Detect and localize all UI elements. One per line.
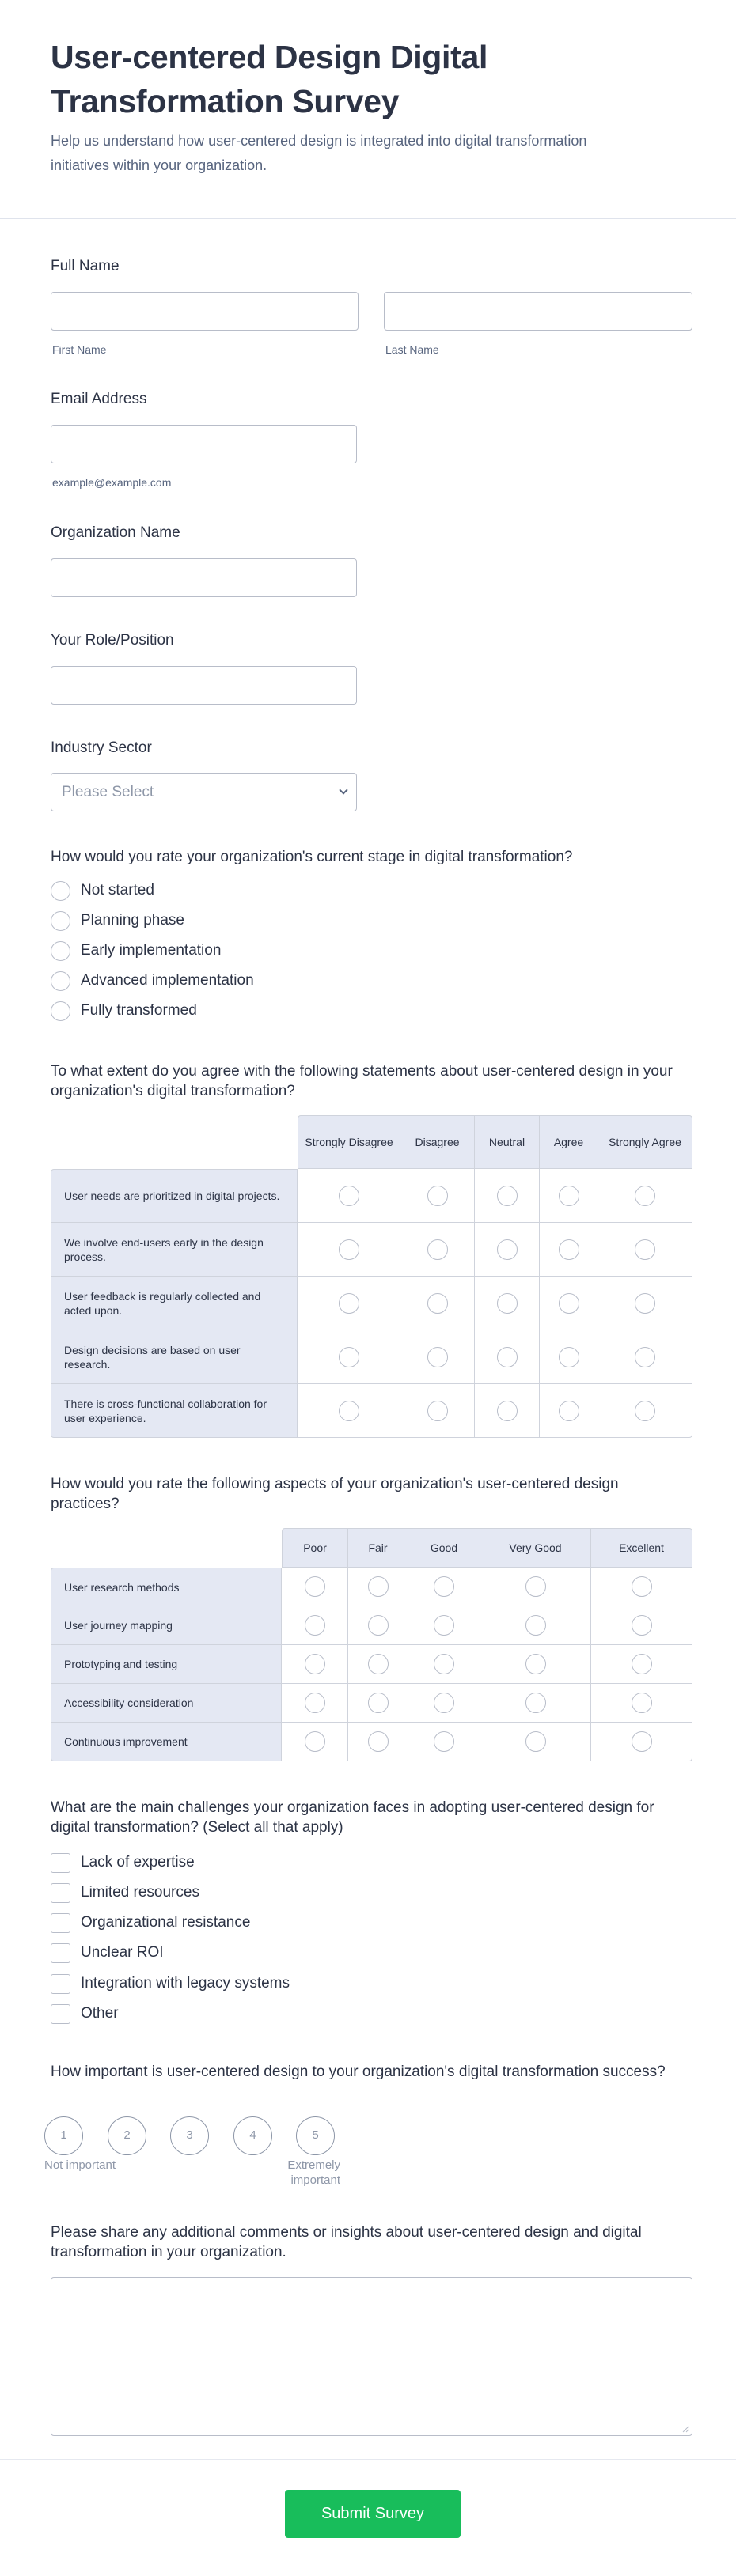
radio-button[interactable] bbox=[635, 1239, 655, 1260]
matrix-column-header: Disagree bbox=[400, 1115, 475, 1169]
radio-button[interactable] bbox=[632, 1693, 652, 1713]
option-label: Advanced implementation bbox=[81, 972, 254, 989]
option-label: Organizational resistance bbox=[81, 1914, 251, 1931]
radio-button[interactable] bbox=[368, 1576, 389, 1597]
checkbox[interactable] bbox=[51, 1853, 70, 1873]
matrix-cell[interactable] bbox=[591, 1606, 692, 1645]
checkbox[interactable] bbox=[51, 1883, 70, 1903]
radio-button[interactable] bbox=[339, 1293, 359, 1314]
matrix-column-header: Neutral bbox=[475, 1115, 540, 1169]
challenge-option[interactable] bbox=[51, 1912, 250, 1933]
challenge-option[interactable] bbox=[51, 1942, 164, 1963]
organization-label: Organization Name bbox=[51, 524, 180, 541]
matrix-row bbox=[51, 1169, 692, 1223]
radio-button[interactable] bbox=[434, 1693, 454, 1713]
matrix-row bbox=[51, 1645, 692, 1684]
matrix-cell[interactable] bbox=[598, 1384, 692, 1438]
matrix-cell[interactable] bbox=[408, 1645, 480, 1684]
matrix-cell[interactable] bbox=[480, 1723, 591, 1761]
radio-button[interactable] bbox=[339, 1401, 359, 1421]
challenges-question: What are the main challenges your organization faces in adopting user-centered design for digital transformation? (Select all that apply) bbox=[51, 1799, 654, 1836]
matrix-column-header: Strongly Agree bbox=[598, 1115, 692, 1169]
radio-button[interactable] bbox=[51, 941, 70, 961]
matrix-cell[interactable] bbox=[475, 1277, 540, 1330]
matrix-cell[interactable] bbox=[540, 1384, 598, 1438]
stage-option[interactable] bbox=[51, 910, 184, 931]
industry-select[interactable] bbox=[51, 773, 357, 811]
first-name-input[interactable] bbox=[51, 292, 359, 331]
role-input[interactable] bbox=[51, 666, 357, 705]
matrix-cell[interactable] bbox=[591, 1684, 692, 1723]
option-label: Fully transformed bbox=[81, 1002, 197, 1019]
radio-button[interactable] bbox=[339, 1347, 359, 1367]
matrix-cell[interactable] bbox=[400, 1384, 475, 1438]
radio-button[interactable] bbox=[305, 1615, 325, 1636]
agreement-matrix bbox=[51, 1115, 692, 1438]
radio-button[interactable] bbox=[305, 1654, 325, 1674]
matrix-row-label: Design decisions are based on user research. bbox=[51, 1330, 298, 1384]
matrix-cell[interactable] bbox=[598, 1330, 692, 1384]
matrix-cell[interactable] bbox=[540, 1223, 598, 1277]
challenge-option[interactable] bbox=[51, 1973, 290, 1994]
matrix-cell[interactable] bbox=[540, 1277, 598, 1330]
radio-button[interactable] bbox=[635, 1293, 655, 1314]
option-label: Early implementation bbox=[81, 942, 222, 959]
matrix-cell[interactable] bbox=[591, 1568, 692, 1606]
option-label: Other bbox=[81, 2005, 119, 2022]
industry-select-value: Please Select bbox=[62, 784, 154, 800]
matrix-row-label: User research methods bbox=[51, 1568, 282, 1606]
option-label: Planning phase bbox=[81, 912, 184, 929]
matrix-row bbox=[51, 1330, 692, 1384]
matrix-cell[interactable] bbox=[598, 1277, 692, 1330]
matrix-cell[interactable] bbox=[298, 1223, 400, 1277]
scale-option-4[interactable]: 4 bbox=[233, 2116, 272, 2155]
matrix-row bbox=[51, 1223, 692, 1277]
rating-question: How would you rate the following aspects of your organization's user-centered design practices? bbox=[51, 1476, 619, 1512]
radio-button[interactable] bbox=[427, 1347, 448, 1367]
radio-button[interactable] bbox=[632, 1576, 652, 1597]
radio-button[interactable] bbox=[51, 971, 70, 991]
matrix-row bbox=[51, 1568, 692, 1606]
matrix-cell[interactable] bbox=[475, 1384, 540, 1438]
radio-button[interactable] bbox=[434, 1615, 454, 1636]
agreement-question: To what extent do you agree with the following statements about user-centered design in your organization's digital transformation? bbox=[51, 1063, 673, 1099]
resize-handle-icon[interactable] bbox=[681, 2425, 689, 2433]
page-subtitle: Help us understand how user-centered design is integrated into digital transformation initiatives within your organization. bbox=[51, 133, 587, 173]
radio-button[interactable] bbox=[559, 1401, 579, 1421]
radio-button[interactable] bbox=[559, 1347, 579, 1367]
comments-question: Please share any additional comments or insights about user-centered design and digital transformation in your organization. bbox=[51, 2224, 642, 2260]
matrix-cell[interactable] bbox=[475, 1223, 540, 1277]
radio-button[interactable] bbox=[427, 1239, 448, 1260]
stage-question: How would you rate your organization's current stage in digital transformation? bbox=[51, 849, 573, 865]
radio-button[interactable] bbox=[497, 1347, 518, 1367]
matrix-cell[interactable] bbox=[480, 1684, 591, 1723]
matrix-cell[interactable] bbox=[408, 1684, 480, 1723]
matrix-cell[interactable] bbox=[540, 1330, 598, 1384]
radio-button[interactable] bbox=[51, 1001, 70, 1021]
chevron-down-icon bbox=[339, 785, 347, 794]
matrix-column-header: Fair bbox=[348, 1528, 408, 1568]
matrix-cell[interactable] bbox=[282, 1645, 348, 1684]
matrix-cell[interactable] bbox=[598, 1169, 692, 1223]
matrix-cell[interactable] bbox=[348, 1684, 408, 1723]
radio-button[interactable] bbox=[497, 1186, 518, 1206]
rating-matrix bbox=[51, 1528, 692, 1761]
radio-button[interactable] bbox=[497, 1293, 518, 1314]
matrix-row bbox=[51, 1606, 692, 1645]
matrix-row-label: There is cross-functional collaboration for user experience. bbox=[51, 1384, 298, 1438]
matrix-cell[interactable] bbox=[480, 1568, 591, 1606]
challenge-option[interactable] bbox=[51, 1882, 199, 1903]
scale-option-3[interactable]: 3 bbox=[170, 2116, 209, 2155]
matrix-row bbox=[51, 1384, 692, 1438]
comments-textarea[interactable] bbox=[51, 2277, 692, 2436]
stage-option[interactable] bbox=[51, 970, 254, 991]
scale-low-label: Not important bbox=[44, 2158, 116, 2172]
page-title: User-centered Design Digital Transformation Survey bbox=[51, 39, 488, 119]
matrix-row-label: User feedback is regularly collected and acted upon. bbox=[51, 1277, 298, 1330]
radio-button[interactable] bbox=[51, 881, 70, 901]
radio-button[interactable] bbox=[427, 1401, 448, 1421]
matrix-cell[interactable] bbox=[400, 1169, 475, 1223]
stage-option[interactable] bbox=[51, 1001, 197, 1021]
matrix-cell[interactable] bbox=[348, 1645, 408, 1684]
matrix-row-label: User needs are prioritized in digital projects. bbox=[51, 1169, 298, 1223]
matrix-row bbox=[51, 1684, 692, 1723]
matrix-column-header: Agree bbox=[540, 1115, 598, 1169]
radio-button[interactable] bbox=[368, 1693, 389, 1713]
radio-button[interactable] bbox=[632, 1615, 652, 1636]
form-footer bbox=[0, 2459, 736, 2576]
matrix-corner bbox=[51, 1528, 282, 1568]
radio-button[interactable] bbox=[427, 1186, 448, 1206]
radio-button[interactable] bbox=[497, 1401, 518, 1421]
radio-button[interactable] bbox=[525, 1693, 546, 1713]
radio-button[interactable] bbox=[559, 1239, 579, 1260]
matrix-cell[interactable] bbox=[591, 1645, 692, 1684]
matrix-cell[interactable] bbox=[480, 1645, 591, 1684]
challenge-option[interactable] bbox=[51, 1852, 195, 1873]
matrix-cell[interactable] bbox=[348, 1606, 408, 1645]
radio-button[interactable] bbox=[525, 1615, 546, 1636]
scale-option-1[interactable]: 1 bbox=[44, 2116, 83, 2155]
scale-option-5[interactable]: 5 bbox=[296, 2116, 335, 2155]
option-label: Not started bbox=[81, 882, 154, 898]
scale-option-2[interactable]: 2 bbox=[108, 2116, 146, 2155]
industry-label: Industry Sector bbox=[51, 740, 152, 756]
radio-button[interactable] bbox=[339, 1186, 359, 1206]
radio-button[interactable] bbox=[635, 1186, 655, 1206]
matrix-cell[interactable] bbox=[282, 1606, 348, 1645]
matrix-cell[interactable] bbox=[540, 1169, 598, 1223]
matrix-cell[interactable] bbox=[408, 1568, 480, 1606]
email-label: Email Address bbox=[51, 391, 147, 407]
option-label: Integration with legacy systems bbox=[81, 1975, 290, 1992]
matrix-cell[interactable] bbox=[408, 1723, 480, 1761]
radio-button[interactable] bbox=[525, 1576, 546, 1597]
matrix-cell[interactable] bbox=[400, 1277, 475, 1330]
matrix-cell[interactable] bbox=[282, 1723, 348, 1761]
checkbox[interactable] bbox=[51, 1974, 70, 1994]
radio-button[interactable] bbox=[305, 1693, 325, 1713]
radio-button[interactable] bbox=[51, 911, 70, 931]
matrix-row-label: Accessibility consideration bbox=[51, 1684, 282, 1723]
last-name-sublabel: Last Name bbox=[385, 343, 439, 356]
radio-button[interactable] bbox=[632, 1731, 652, 1752]
matrix-cell[interactable] bbox=[298, 1169, 400, 1223]
matrix-cell[interactable] bbox=[348, 1568, 408, 1606]
radio-button[interactable] bbox=[434, 1654, 454, 1674]
submit-button[interactable]: Submit Survey bbox=[285, 2490, 461, 2538]
radio-button[interactable] bbox=[305, 1576, 325, 1597]
full-name-label: Full Name bbox=[51, 258, 120, 274]
email-input[interactable] bbox=[51, 425, 357, 463]
matrix-row-label: Prototyping and testing bbox=[51, 1645, 282, 1684]
organization-input[interactable] bbox=[51, 558, 357, 597]
stage-option[interactable] bbox=[51, 940, 221, 961]
matrix-column-header: Strongly Disagree bbox=[298, 1115, 400, 1169]
matrix-column-header: Excellent bbox=[591, 1528, 692, 1568]
scale-high-label: Extremely important bbox=[287, 2158, 340, 2187]
radio-button[interactable] bbox=[427, 1293, 448, 1314]
matrix-cell[interactable] bbox=[591, 1723, 692, 1761]
checkbox[interactable] bbox=[51, 1913, 70, 1933]
radio-button[interactable] bbox=[525, 1731, 546, 1752]
matrix-cell[interactable] bbox=[298, 1330, 400, 1384]
matrix-cell[interactable] bbox=[475, 1330, 540, 1384]
radio-button[interactable] bbox=[559, 1293, 579, 1314]
matrix-cell[interactable] bbox=[400, 1223, 475, 1277]
matrix-cell[interactable] bbox=[298, 1277, 400, 1330]
radio-button[interactable] bbox=[368, 1615, 389, 1636]
option-label: Lack of expertise bbox=[81, 1854, 195, 1871]
matrix-cell[interactable] bbox=[598, 1223, 692, 1277]
matrix-cell[interactable] bbox=[282, 1568, 348, 1606]
option-label: Unclear ROI bbox=[81, 1944, 164, 1961]
radio-button[interactable] bbox=[525, 1654, 546, 1674]
stage-option[interactable] bbox=[51, 880, 154, 901]
radio-button[interactable] bbox=[632, 1654, 652, 1674]
matrix-column-header: Very Good bbox=[480, 1528, 591, 1568]
radio-button[interactable] bbox=[497, 1239, 518, 1260]
matrix-column-header: Good bbox=[408, 1528, 480, 1568]
option-label: Limited resources bbox=[81, 1884, 199, 1901]
matrix-column-header: Poor bbox=[282, 1528, 348, 1568]
matrix-row-label: We involve end-users early in the design process. bbox=[51, 1223, 298, 1277]
checkbox[interactable] bbox=[51, 2004, 70, 2024]
radio-button[interactable] bbox=[305, 1731, 325, 1752]
matrix-cell[interactable] bbox=[348, 1723, 408, 1761]
checkbox[interactable] bbox=[51, 1943, 70, 1963]
matrix-row bbox=[51, 1277, 692, 1330]
matrix-row-label: Continuous improvement bbox=[51, 1723, 282, 1761]
matrix-cell[interactable] bbox=[282, 1684, 348, 1723]
radio-button[interactable] bbox=[368, 1654, 389, 1674]
radio-button[interactable] bbox=[559, 1186, 579, 1206]
matrix-cell[interactable] bbox=[400, 1330, 475, 1384]
matrix-cell[interactable] bbox=[480, 1606, 591, 1645]
radio-button[interactable] bbox=[635, 1401, 655, 1421]
radio-button[interactable] bbox=[368, 1731, 389, 1752]
challenge-option[interactable] bbox=[51, 2003, 119, 2024]
matrix-row bbox=[51, 1723, 692, 1761]
matrix-corner bbox=[51, 1115, 298, 1169]
importance-question: How important is user-centered design to your organization's digital transformation success? bbox=[51, 2063, 666, 2080]
radio-button[interactable] bbox=[635, 1347, 655, 1367]
radio-button[interactable] bbox=[434, 1576, 454, 1597]
email-sublabel: example@example.com bbox=[52, 476, 172, 489]
matrix-cell[interactable] bbox=[475, 1169, 540, 1223]
matrix-row-label: User journey mapping bbox=[51, 1606, 282, 1645]
radio-button[interactable] bbox=[339, 1239, 359, 1260]
radio-button[interactable] bbox=[434, 1731, 454, 1752]
form-header bbox=[0, 0, 736, 219]
last-name-input[interactable] bbox=[384, 292, 692, 331]
first-name-sublabel: First Name bbox=[52, 343, 107, 356]
matrix-cell[interactable] bbox=[408, 1606, 480, 1645]
role-label: Your Role/Position bbox=[51, 632, 174, 649]
matrix-cell[interactable] bbox=[298, 1384, 400, 1438]
